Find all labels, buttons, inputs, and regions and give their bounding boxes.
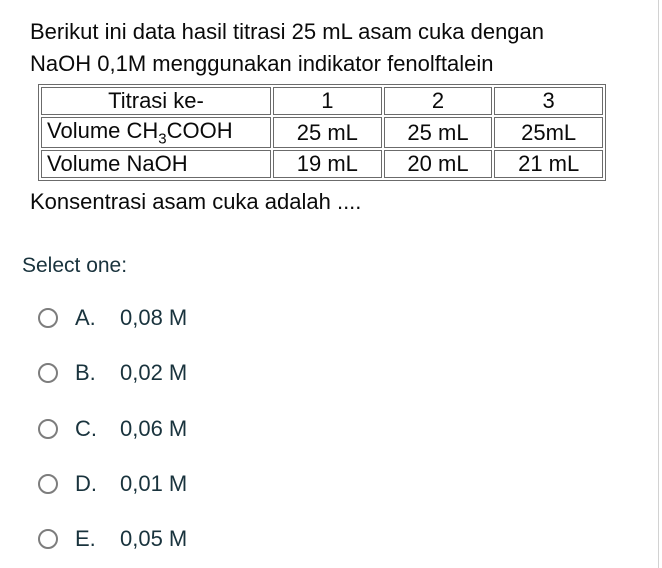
answer-options [0, 290, 662, 566]
option-letter: B. [75, 360, 96, 386]
panel-right-border [658, 0, 659, 568]
answer-option-c[interactable] [0, 401, 662, 456]
table-row-header [41, 87, 603, 115]
answer-option-b[interactable] [0, 346, 662, 401]
row-label-ch3cooh [41, 117, 271, 148]
table-cell: 20 mL [384, 150, 493, 178]
table-cell: 19 mL [273, 150, 382, 178]
option-text: 0,01 M [120, 470, 188, 496]
question-intro-line1: Berikut ini data hasil titrasi 25 mL asam cuka dengan [30, 19, 545, 44]
table-cell: 25 mL [273, 117, 382, 148]
row-label-naoh: Volume NaOH [41, 150, 271, 178]
question-prompt: Konsentrasi asam cuka adalah .... [30, 189, 362, 215]
radio-button[interactable] [38, 363, 58, 383]
radio-button[interactable] [38, 419, 58, 439]
question-intro-line2: NaOH 0,1M menggunakan indikator fenolftalein [30, 51, 494, 76]
question-text [0, 0, 662, 80]
table-cell: 21 mL [494, 150, 603, 178]
row-label-subscript: 3 [158, 130, 167, 148]
row-label-post: COOH [166, 118, 233, 143]
table-row-ch3cooh [41, 117, 603, 148]
answer-option-e[interactable] [0, 512, 662, 567]
table-cell: 25 mL [384, 117, 493, 148]
table-row-naoh [41, 150, 603, 178]
table-header-2: 2 [384, 87, 493, 115]
option-letter: A. [75, 305, 96, 331]
radio-button[interactable] [38, 474, 58, 494]
option-text: 0,08 M [120, 305, 188, 331]
option-letter: E. [75, 526, 96, 552]
table-header-1: 1 [273, 87, 382, 115]
option-text: 0,06 M [120, 415, 188, 441]
option-letter: C. [75, 415, 97, 441]
option-letter: D. [75, 470, 97, 496]
radio-button[interactable] [38, 529, 58, 549]
titration-data-table [38, 84, 606, 181]
table-header-titrasi: Titrasi ke- [41, 87, 271, 115]
option-text: 0,02 M [120, 360, 188, 386]
radio-button[interactable] [38, 308, 58, 328]
answer-option-d[interactable] [0, 456, 662, 511]
option-text: 0,05 M [120, 526, 188, 552]
table-cell: 25mL [494, 117, 603, 148]
table-header-3: 3 [494, 87, 603, 115]
answer-option-a[interactable] [0, 290, 662, 345]
row-label-pre: Volume CH [47, 118, 159, 143]
select-one-label: Select one: [22, 254, 128, 278]
